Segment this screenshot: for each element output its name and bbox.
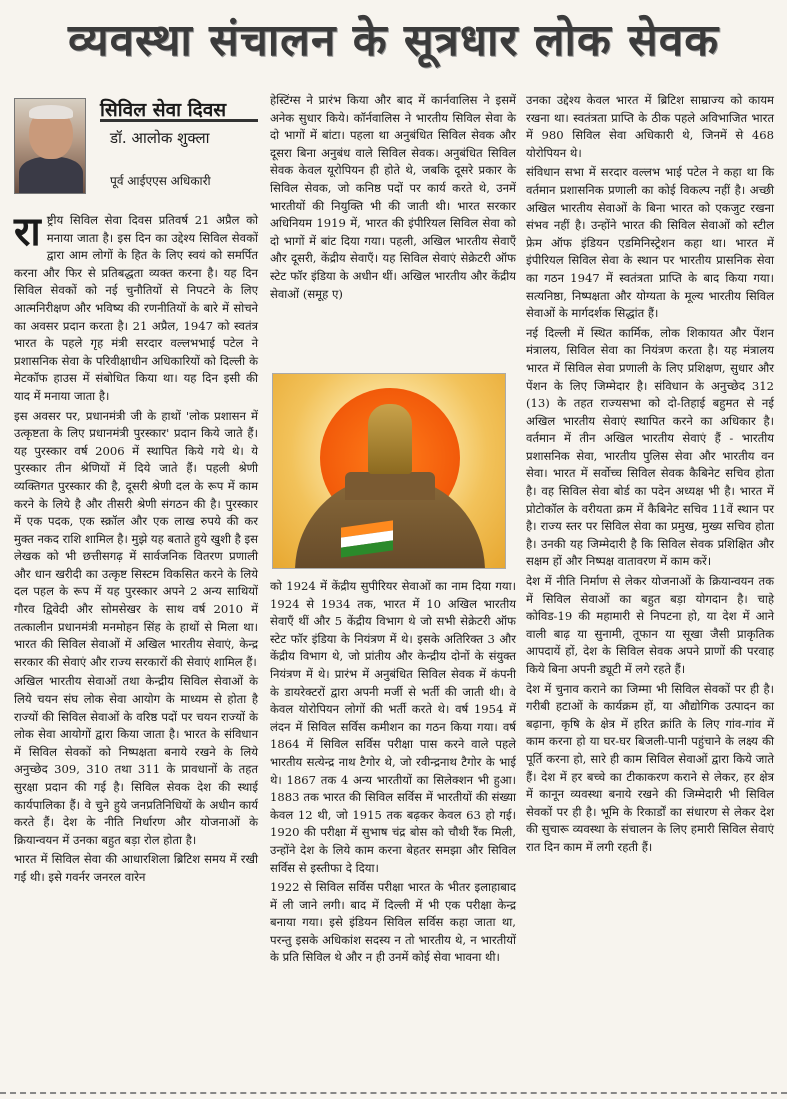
paragraph: को 1924 में केंद्रीय सुपीरियर सेवाओं का नाम दिया गया। 1924 से 1934 तक, भारत में 10 अखिल भारतीय सेवाएँ थीं और 5 केंद्रीय विभाग थे जो सभी सेक्रेटरी ऑफ स्टेट फॉर इंडिया के नियंत्रण में थे। इसके अतिरिक्त 3 और केंद्रीय विभाग थे, जो प्रांतीय और केन्द्रीय दोनों के संयुक्त नियंत्रण में थे। प्रारंभ में अनुबंधित सिविल सेवक में कंपनी के डायरेक्टरों द्वारा अपनी मर्जी से भर्ती की जाती थी। वे केवल योरोपियन लोगों की भर्ती करते थे। वर्ष 1954 में लंदन में सिविल सर्विस कमीशन का गठन किया गया। वर्ष 1864 में सिविल सर्विस परीक्षा पास करने वाले पहले भारतीय सत्येन्द्र नाथ टैगोर थे, जो रवीन्द्रनाथ टैगोर के भाई थे। 1867 तक 4 अन्य भारतीयों का सिलेक्शन भी हुआ। 1883 तक भारत की सिविल सर्विस में भारतीयों की संख्या केवल 12 थी, जो 1915 तक बढ़कर केवल 63 हो गई। 1920 की परीक्षा में सुभाष चंद्र बोस को चौथी रैंक मिली, उन्होंने देश के लिये काम करना बेहतर समझा और सिविल सर्विस से इस्तीफा दे दिया। bbox=[270, 579, 516, 875]
national-emblem-image bbox=[272, 373, 506, 569]
paragraph: भारत में सिविल सेवा की आधारशिला ब्रिटिश समय में रखी गई थी। इसे गवर्नर जनरल वारेन bbox=[14, 852, 258, 884]
page-cut-line bbox=[0, 1092, 787, 1094]
paragraph: देश में चुनाव कराने का जिम्मा भी सिविल सेवकों पर ही है। गरीबी हटाओं के कार्यक्रम हों, या औद्योगिक उत्पादन का बढ़ाना, कृषि के क्षेत्र में हरित क्रांति के लिए गांव-गांव में काम करना हो या घर-घर बिजली-पानी पहुंचाने के लक्ष्य की पूर्ति करना हो, सारे ही काम सिविल सेवाओं द्वारा किये जाते हैं। देश में हर बच्चे का टीकाकरण कराने से लेकर, हर क्षेत्र में कानून व्यवस्था बनाये रखने की जिम्मेदारी भी सिविल सेवकों पर ही है। भूमि के रिकार्डों का संधारण से लेकर देश की सुचारू व्यवस्था के संचालन के लिए हमारी सिविल सेवाएं रात दिन काम में लगी रहती हैं। bbox=[526, 681, 774, 854]
author-photo bbox=[14, 98, 86, 194]
author-name: डॉ. आलोक शुक्ला bbox=[110, 129, 210, 147]
headline: व्यवस्था संचालन के सूत्रधार लोक सेवक bbox=[68, 15, 719, 66]
section-kicker: सिविल सेवा दिवस bbox=[100, 96, 258, 122]
paragraph: राष्ट्रीय सिविल सेवा दिवस प्रतिवर्ष 21 अप्रैल को मनाया जाता है। इस दिन का उद्देश्य सिविल सेवकों द्वारा आम लोगों के हित के लिए स्वयं को समर्पित करना और फिर से प्रतिबद्धता व्यक्त करना है। यह दिन सिविल सेवकों को नई चुनौतियों से निपटने के लिए आत्मनिरीक्षण और भविष्य की रणनीतियों के बारे में सोचने का अवसर प्रदान करता है। 21 अप्रैल, 1947 को स्वतंत्र भारत के पहले गृह मंत्री सरदार वल्लभभाई पटेल ने प्रशासनिक सेवा के परिवीक्षाधीन अधिकारियों को दिल्ली के मेटकॉफ हाउस में संबोधित किया था। यह दिन इसी की याद में मनाया जाता है। bbox=[14, 208, 258, 403]
column-3 bbox=[526, 92, 774, 859]
paragraph: 1922 से सिविल सर्विस परीक्षा भारत के भीतर इलाहाबाद में ली जाने लगी। बाद में दिल्ली में भी एक परीक्षा केन्द्र बनाया गया। इसे इंडियन सिविल सर्विस कहा जाता था, परन्तु इसके अधिकांश सदस्य न तो भारतीय थे, न भारतीयों के प्रति सिविल थे और न ही उनमें कोई सेवा भावना थी। bbox=[270, 880, 516, 965]
author-role: पूर्व आईएएस अधिकारी bbox=[110, 174, 211, 188]
paragraph: देश में नीति निर्माण से लेकर योजनाओं के क्रियान्वयन तक में सिविल सेवाओं का बहुत बड़ा योगदान है। चाहे कोविड-19 की महामारी से निपटना हो, या देश में आने वाली बाढ़ या सुनामी, तूफान या सूखा जैसी प्राकृतिक आपदायें हों, देश के सिविल सेवक अपने प्राणों की परवाह किये बिना अपनी ड्यूटी में लगे रहते हैं। bbox=[526, 574, 774, 676]
paragraph: अखिल भारतीय सेवाओं तथा केन्द्रीय सिविल सेवाओं के लिये चयन संघ लोक सेवा आयोग के माध्यम से होता है राज्यों की सिविल सेवाओं के वरिष्ठ पदों पर चयन राज्यों के लोक सेवा आयोगों द्वारा किया जाता है। भारत के संविधान में सिविल सेवकों को निष्पक्षता बनाये रखने के लिये अनुच्छेद 309, 310 तथा 311 के प्रावधानों के तहत सुरक्षा प्रदान की गई है। सिविल सेवक देश की स्थाई कार्यपालिका हैं। वे चुने हुये जनप्रतिनिधियों के अधीन कार्य करते हैं। देश के नीति निर्धारण और योजनाओं के क्रियान्वयन में उनका बहुत बड़ा रोल होता है। bbox=[14, 674, 258, 847]
drop-cap: रा bbox=[14, 208, 41, 255]
paragraph: इस अवसर पर, प्रधानमंत्री जी के हाथों 'लोक प्रशासन में उत्कृष्टता के लिए प्रधानमंत्री पुरस्कार' प्रदान किये जाते हैं। यह पुरस्कार वर्ष 2006 में स्थापित किये गये थे। ये पुरस्कार तीन श्रेणियों में दिये जाते हैं। पहली श्रेणी व्यक्तिगत पुरस्कार की है, दूसरी श्रेणी दल के रूप में काम करने के लिये है और तीसरी श्रेणी संगठन की है। पुरस्कार में एक पदक, एक स्क्रॉल और एक लाख रुपये की कर मुक्त नकद राशि शामिल है। मुझे यह बताते हुये खुशी है इस लेखक को भी छत्तीसगढ़ में सार्वजनिक वितरण प्रणाली और धान खरीदी का उत्कृष्ट सिस्टम विकसित करने के लिये दल पहल के रूप में यह पुरस्कार अपने 2 अन्य साथियों गौरव द्विवेदी और सोमसेखर के साथ वर्ष 2010 में तत्कालीन प्रधानमंत्री मनमोहन सिंह के हाथों से मिला था। भारत की सिविल सेवाओं में अखिल भारतीय सेवाएं, केन्द्र सरकार की सेवाएं और राज्य सरकारों की सेवाएं शामिल हैं। bbox=[14, 408, 259, 669]
paragraph: हेस्टिंग्स ने प्रारंभ किया और बाद में कार्नवालिस ने इसमें अनेक सुधार किये। कॉर्नवालिस ने भारतीय सिविल सेवा के दो भागों में बांटा। पहला था अनुबंधित सिविल सेवक और दूसरा बिना अनुबंध वाले सिविल सेवक। अनुबंधित सिविल सेवक केवल यूरोपियन ही होते थे, जबकि दूसरे प्रकार के सिविल सेवक, जो कनिष्ठ पदों पर कार्य करते थे, उनमें भारतीयों की नियुक्ति भी की जाती थी। भारत सरकार अधिनियम 1919 में, भारत की इंपीरियल सिविल सेवा को दो भागों में बांट दिया गया। पहली, अखिल भारतीय सेवाएँ और दूसरी, केंद्रीय सेवाएँ। यह सिविल सेवाएं सेक्रेटरी ऑफ स्टेट फॉर इंडिया के अधीन थीं। अखिल भारतीय और केंद्रीय सेवाओं (समूह ए) bbox=[270, 93, 516, 301]
byline bbox=[14, 96, 258, 198]
paragraph: संविधान सभा में सरदार वल्लभ भाई पटेल ने कहा था कि वर्तमान प्रशासनिक प्रणाली का कोई विकल्प नहीं है। अच्छी अखिल भारतीय सेवाओं के बिना भारत को एकजुट रखना संभव नहीं है। उन्होंने भारत की सिविल सेवाओं को स्टील फ्रेम ऑफ इंडियन एडमिनिस्ट्रेशन कहा था। भारत में इंपीरियल सिविल सेवा के स्थान पर भारतीय प्रासनिक सेवा का गठन 1947 में स्वतंत्रता प्राप्ति के बाद किया गया। सत्यनिष्ठा, निष्पक्षता और योग्यता के मूल्य भारतीय सिविल सेवाओं के मार्गदर्शक सिद्धांत हैं। bbox=[526, 165, 774, 321]
paragraph: नई दिल्ली में स्थित कार्मिक, लोक शिकायत और पेंशन मंत्रालय, सिविल सेवा का नियंत्रण करता है। यह मंत्रालय भारत में सिविल सेवा प्रणाली के लिए प्रशिक्षण, सुधार और पेंशन के लिए जिम्मेदार है। संविधान के अनुच्छेद 312 (13) के तहत राज्यसभा को दो-तिहाई बहुमत से नई अखिल भारतीय सेवाएं स्थापित करने का अधिकार है। वर्तमान में तीन अखिल भारतीय सेवाएं हैं - भारतीय प्रशासनिक सेवा, भारतीय पुलिस सेवा और भारतीय वन सेवा। भारत में सर्वोच्च सिविल सेवक कैबिनेट सचिव होता है। वह सिविल सेवा बोर्ड का पदेन अध्यक्ष भी है। भारत में प्रोटोकॉल के वरीयता क्रम में कैबिनेट सचिव 11वें स्थान पर है। राज्य स्तर पर सिविल सेवा का प्रमुख, मुख्य सचिव होता है। उनकी यह जिम्मेदारी है कि सिविल सेवक प्रशिक्षित और सक्षम हों और निष्पक्ष वातावरण में काम करें। bbox=[526, 325, 774, 569]
paragraph: उनका उद्देश्य केवल भारत में ब्रिटिश साम्राज्य को कायम रखना था। स्वतंत्रता प्राप्ति के ठीक पहले अविभाजित भारत में 980 सिविल सेवा अधिकारी थे, जिनमें से 468 योरोपियन थे। bbox=[526, 93, 774, 160]
